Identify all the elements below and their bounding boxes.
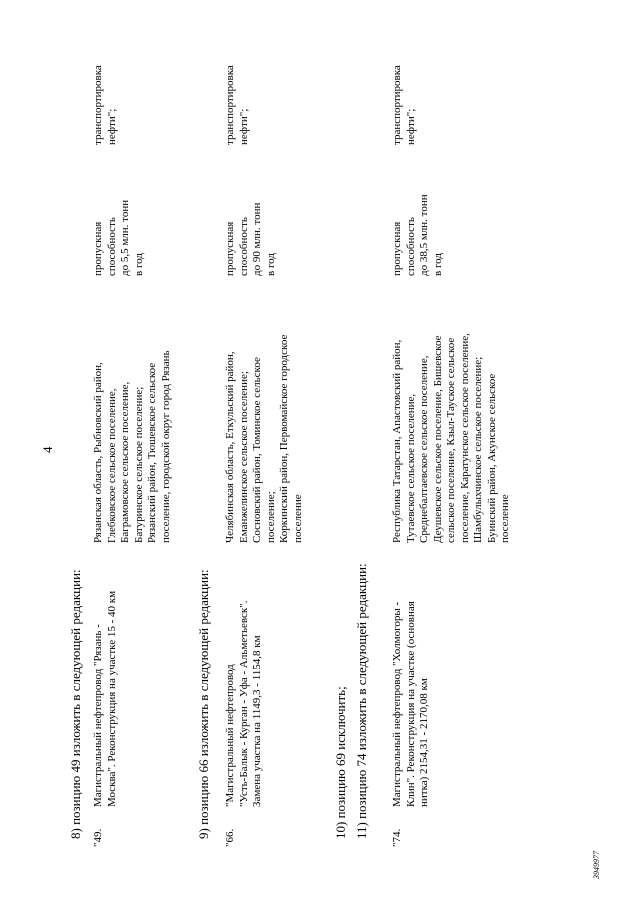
entry-49-purpose: транспортировка нефти"; xyxy=(92,65,118,145)
document-code: 3949977 xyxy=(592,851,601,879)
entry-49-object: Магистральный нефтепровод "Рязань - Москва". Реконструкция на участке 15 - 40 км xyxy=(92,590,118,807)
entry-66-object: "Магистральный нефтепровод "Усть-Балык - Курган - Уфа - Альметьевск". Замена участка на 1149,3 - 1154,8 км xyxy=(224,600,263,807)
entry-74-number: "74. xyxy=(391,828,403,847)
entry-66-capacity: пропускная способность до 90 млн. тонн в год xyxy=(224,202,277,276)
entry-74-location: Республика Татарстан, Апастовский район, Тутаевское сельское поселение, Среднебалтаевское сельское поселение, Деушевское сельское поселение, Бишевское сельское поселение, Кзыл-Тауское сельское поселение, Каратунское сельское поселение, Шамбулыхчинское сельское поселение; Буинский район, Акунское сельское поселение xyxy=(391,333,511,543)
instruction-position-69: 10) позицию 69 исключить; xyxy=(333,686,348,839)
entry-66-purpose: транспортировка нефти"; xyxy=(224,65,250,145)
entry-74-purpose: транспортировка нефти"; xyxy=(391,65,417,145)
instruction-position-66: 9) позицию 66 изложить в следующей редакции: xyxy=(196,569,211,839)
entry-49-number: "49. xyxy=(92,828,104,847)
entry-74-capacity: пропускная способность до 38,5 млн. тонн в год xyxy=(391,194,444,276)
entry-74-object: Магистральный нефтепровод "Холмогоры - Клин". Реконструкция на участке (основная нитка) 2154,31 - 2170,08 км xyxy=(391,601,430,807)
page-number: 4 xyxy=(40,446,55,453)
entry-66-location: Челябинская область, Еткульский район, Еманжелинское сельское поселение; Сосновский район, Томинское сельское поселение; Коркинский район, Первомайское городское поселение xyxy=(224,334,304,543)
entry-66-number: "66. xyxy=(224,828,236,847)
instruction-position-74: 11) позицию 74 изложить в следующей редакции: xyxy=(354,563,369,839)
entry-49-capacity: пропускная способность до 5,5 млн. тонн в год xyxy=(92,199,145,276)
entry-49-location: Рязанская область, Рыбновский район, Глебковское сельское поселение, Баграмовское сельское поселение, Батуринское сельское поселение; Рязанский район, Тюшевское сельское поселение, городской округ город Рязань xyxy=(92,350,172,543)
instruction-position-49: 8) позицию 49 изложить в следующей редакции: xyxy=(68,569,83,839)
